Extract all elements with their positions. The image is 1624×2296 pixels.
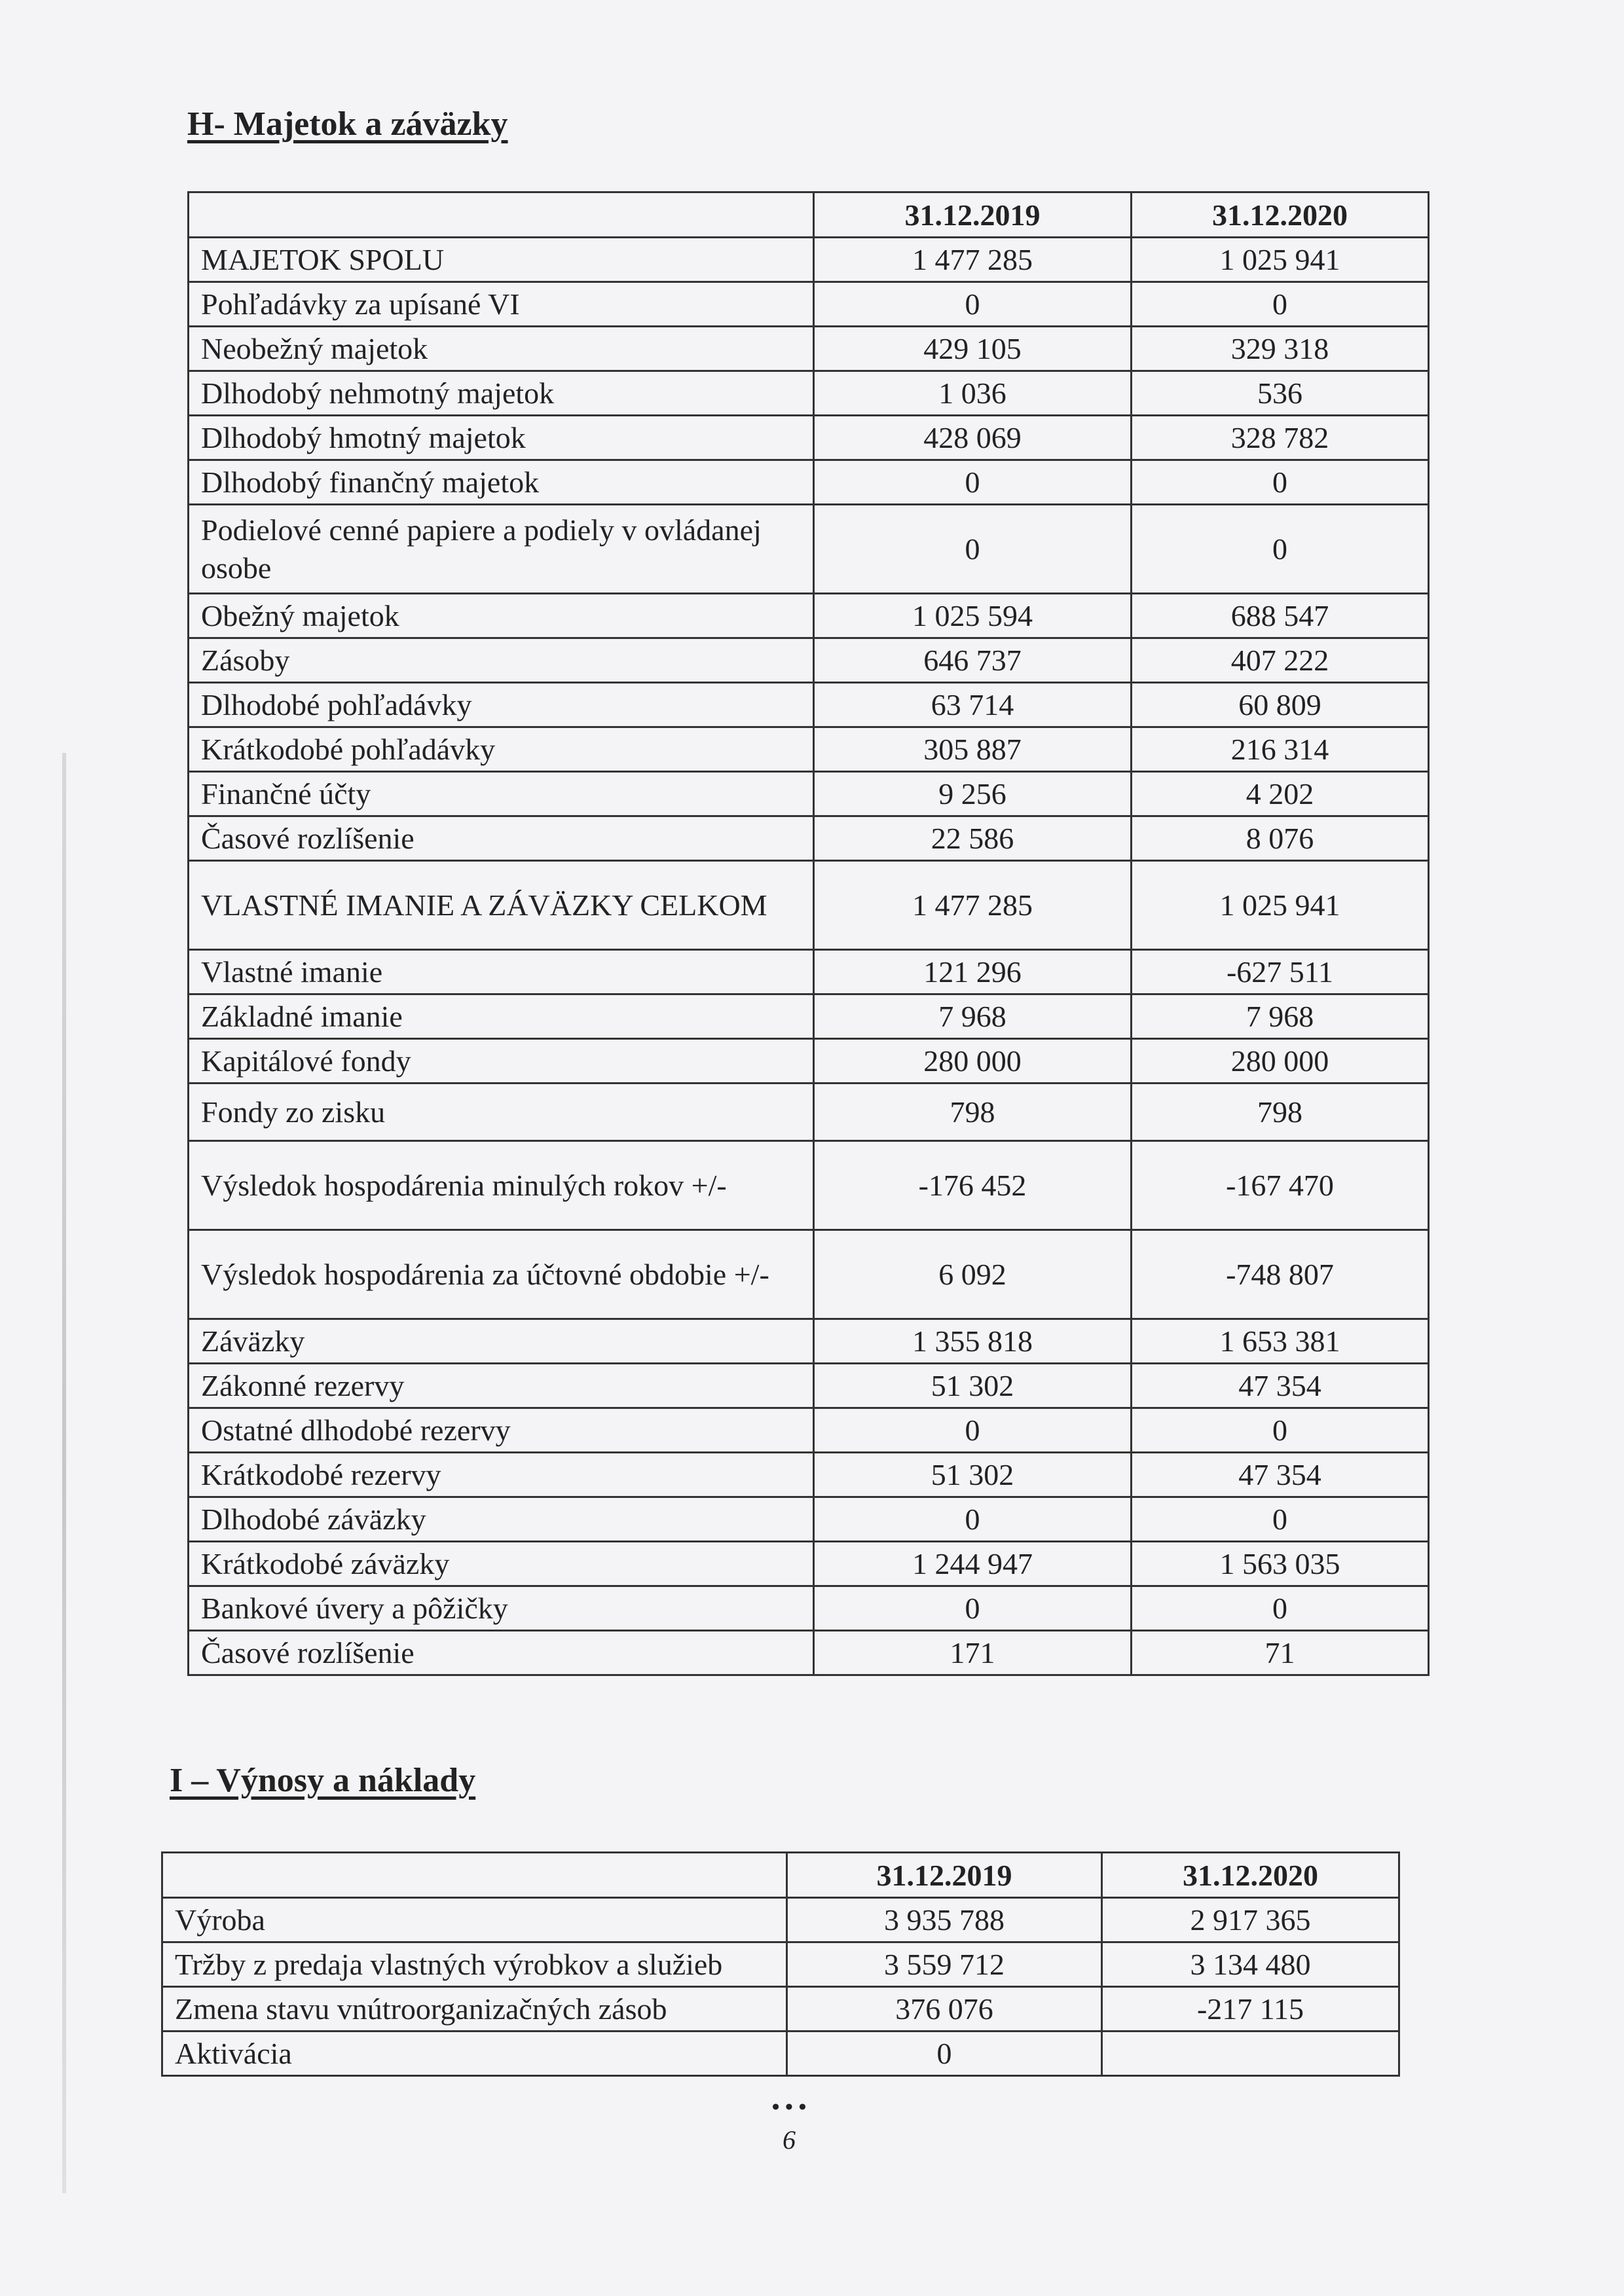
- value-2020: 60 809: [1132, 683, 1429, 727]
- table-row: [189, 861, 1429, 950]
- row-label: Pohľadávky za upísané VI: [189, 282, 814, 327]
- table-row: [189, 1453, 1429, 1497]
- row-label: Obežný majetok: [189, 594, 814, 638]
- value-2019: 1 477 285: [814, 238, 1132, 282]
- value-2019: 121 296: [814, 950, 1132, 994]
- row-label: Krátkodobé pohľadávky: [189, 727, 814, 772]
- row-label: VLASTNÉ IMANIE A ZÁVÄZKY CELKOM: [189, 861, 814, 950]
- value-2020: [1102, 2032, 1399, 2076]
- value-2020: 0: [1132, 1408, 1429, 1453]
- value-2019: -176 452: [814, 1141, 1132, 1230]
- value-2020: 71: [1132, 1631, 1429, 1675]
- row-label: Dlhodobý nehmotný majetok: [189, 371, 814, 416]
- row-label: Výsledok hospodárenia minulých rokov +/-: [189, 1141, 814, 1230]
- row-label: Zásoby: [189, 638, 814, 683]
- value-2020: 798: [1132, 1084, 1429, 1141]
- value-2019: 376 076: [787, 1987, 1102, 2032]
- value-2020: 1 025 941: [1132, 861, 1429, 950]
- value-2020: 216 314: [1132, 727, 1429, 772]
- value-2020: 4 202: [1132, 772, 1429, 816]
- section-i-title: I – Výnosy a náklady: [170, 1762, 476, 1799]
- value-2019: 429 105: [814, 327, 1132, 371]
- table-row: [189, 1497, 1429, 1542]
- table-row: [189, 1039, 1429, 1084]
- header-2019: 31.12.2019: [814, 192, 1132, 238]
- value-2019: 428 069: [814, 416, 1132, 460]
- section-h-title: H- Majetok a záväzky: [187, 105, 508, 143]
- value-2020: -627 511: [1132, 950, 1429, 994]
- row-label: Zákonné rezervy: [189, 1364, 814, 1408]
- row-label: Dlhodobé záväzky: [189, 1497, 814, 1542]
- value-2019: 798: [814, 1084, 1132, 1141]
- value-2020: -217 115: [1102, 1987, 1399, 2032]
- value-2019: 7 968: [814, 994, 1132, 1039]
- table-header-row: [162, 1853, 1399, 1898]
- table-row: [189, 816, 1429, 861]
- value-2020: 1 653 381: [1132, 1319, 1429, 1364]
- value-2019: 1 477 285: [814, 861, 1132, 950]
- value-2020: 0: [1132, 505, 1429, 594]
- table-row: [162, 1898, 1399, 1942]
- table-row: [162, 1942, 1399, 1987]
- value-2019: 0: [814, 460, 1132, 505]
- value-2020: 280 000: [1132, 1039, 1429, 1084]
- row-label: Záväzky: [189, 1319, 814, 1364]
- table-row: [189, 1141, 1429, 1230]
- table-row: [189, 505, 1429, 594]
- row-label: Dlhodobý hmotný majetok: [189, 416, 814, 460]
- value-2019: 1 036: [814, 371, 1132, 416]
- row-label: Výroba: [162, 1898, 787, 1942]
- value-2019: 63 714: [814, 683, 1132, 727]
- table-row: [162, 2032, 1399, 2076]
- table-row: [189, 238, 1429, 282]
- page-number: 6: [783, 2125, 796, 2155]
- value-2019: 280 000: [814, 1039, 1132, 1084]
- value-2020: 2 917 365: [1102, 1898, 1399, 1942]
- table-row: [189, 683, 1429, 727]
- value-2019: 0: [814, 505, 1132, 594]
- table-row: [189, 282, 1429, 327]
- value-2019: 0: [787, 2032, 1102, 2076]
- value-2020: 0: [1132, 460, 1429, 505]
- table-row: [189, 1586, 1429, 1631]
- row-label: Časové rozlíšenie: [189, 1631, 814, 1675]
- value-2020: 1 563 035: [1132, 1542, 1429, 1586]
- value-2020: 3 134 480: [1102, 1942, 1399, 1987]
- value-2020: 1 025 941: [1132, 238, 1429, 282]
- table-row: [189, 416, 1429, 460]
- value-2020: 7 968: [1132, 994, 1429, 1039]
- value-2020: 0: [1132, 282, 1429, 327]
- row-label: Dlhodobé pohľadávky: [189, 683, 814, 727]
- header-label: [162, 1853, 787, 1898]
- row-label: Kapitálové fondy: [189, 1039, 814, 1084]
- table-row: [189, 1084, 1429, 1141]
- table-row: [189, 1319, 1429, 1364]
- row-label: Zmena stavu vnútroorganizačných zásob: [162, 1987, 787, 2032]
- value-2020: -748 807: [1132, 1230, 1429, 1319]
- row-label: Dlhodobý finančný majetok: [189, 460, 814, 505]
- row-label: Tržby z predaja vlastných výrobkov a služieb: [162, 1942, 787, 1987]
- value-2020: 536: [1132, 371, 1429, 416]
- value-2020: 688 547: [1132, 594, 1429, 638]
- row-label: Fondy zo zisku: [189, 1084, 814, 1141]
- table-row: [189, 1631, 1429, 1675]
- table-row: [189, 371, 1429, 416]
- row-label: Neobežný majetok: [189, 327, 814, 371]
- value-2020: 0: [1132, 1586, 1429, 1631]
- row-label: Ostatné dlhodobé rezervy: [189, 1408, 814, 1453]
- row-label: Podielové cenné papiere a podiely v ovládanej osobe: [189, 505, 814, 594]
- value-2019: 1 025 594: [814, 594, 1132, 638]
- header-2020: 31.12.2020: [1132, 192, 1429, 238]
- table-row: [189, 638, 1429, 683]
- value-2020: 0: [1132, 1497, 1429, 1542]
- row-label: Bankové úvery a pôžičky: [189, 1586, 814, 1631]
- value-2020: 407 222: [1132, 638, 1429, 683]
- row-label: MAJETOK SPOLU: [189, 238, 814, 282]
- value-2019: 1 244 947: [814, 1542, 1132, 1586]
- table-row: [189, 994, 1429, 1039]
- value-2019: 22 586: [814, 816, 1132, 861]
- table-row: [189, 594, 1429, 638]
- value-2020: 47 354: [1132, 1453, 1429, 1497]
- assets-liabilities-table: [187, 191, 1430, 1676]
- value-2019: 1 355 818: [814, 1319, 1132, 1364]
- value-2019: 9 256: [814, 772, 1132, 816]
- table-header-row: [189, 192, 1429, 238]
- header-label: [189, 192, 814, 238]
- row-label: Krátkodobé rezervy: [189, 1453, 814, 1497]
- value-2019: 3 935 788: [787, 1898, 1102, 1942]
- row-label: Aktivácia: [162, 2032, 787, 2076]
- value-2019: 0: [814, 1497, 1132, 1542]
- table-row: [189, 950, 1429, 994]
- value-2020: 8 076: [1132, 816, 1429, 861]
- table-row: [189, 1542, 1429, 1586]
- value-2019: 171: [814, 1631, 1132, 1675]
- row-label: Časové rozlíšenie: [189, 816, 814, 861]
- value-2020: -167 470: [1132, 1141, 1429, 1230]
- header-2019: 31.12.2019: [787, 1853, 1102, 1898]
- value-2019: 0: [814, 282, 1132, 327]
- value-2019: 51 302: [814, 1453, 1132, 1497]
- value-2020: 329 318: [1132, 327, 1429, 371]
- binder-hole-shadow: [62, 753, 66, 2193]
- table-row: [189, 727, 1429, 772]
- row-label: Základné imanie: [189, 994, 814, 1039]
- table-row: [162, 1987, 1399, 2032]
- row-label: Krátkodobé záväzky: [189, 1542, 814, 1586]
- row-label: Výsledok hospodárenia za účtovné obdobie +/-: [189, 1230, 814, 1319]
- header-2020: 31.12.2020: [1102, 1853, 1399, 1898]
- value-2019: 305 887: [814, 727, 1132, 772]
- table-row: [189, 1230, 1429, 1319]
- row-label: Vlastné imanie: [189, 950, 814, 994]
- value-2020: 328 782: [1132, 416, 1429, 460]
- table-row: [189, 1408, 1429, 1453]
- value-2019: 646 737: [814, 638, 1132, 683]
- revenues-costs-table: [161, 1851, 1400, 2077]
- value-2020: 47 354: [1132, 1364, 1429, 1408]
- value-2019: 51 302: [814, 1364, 1132, 1408]
- value-2019: 0: [814, 1408, 1132, 1453]
- table-row: [189, 327, 1429, 371]
- value-2019: 3 559 712: [787, 1942, 1102, 1987]
- table-row: [189, 460, 1429, 505]
- row-label: Finančné účty: [189, 772, 814, 816]
- value-2019: 0: [814, 1586, 1132, 1631]
- table-row: [189, 772, 1429, 816]
- page-dots: • • •: [771, 2095, 807, 2119]
- table-row: [189, 1364, 1429, 1408]
- value-2019: 6 092: [814, 1230, 1132, 1319]
